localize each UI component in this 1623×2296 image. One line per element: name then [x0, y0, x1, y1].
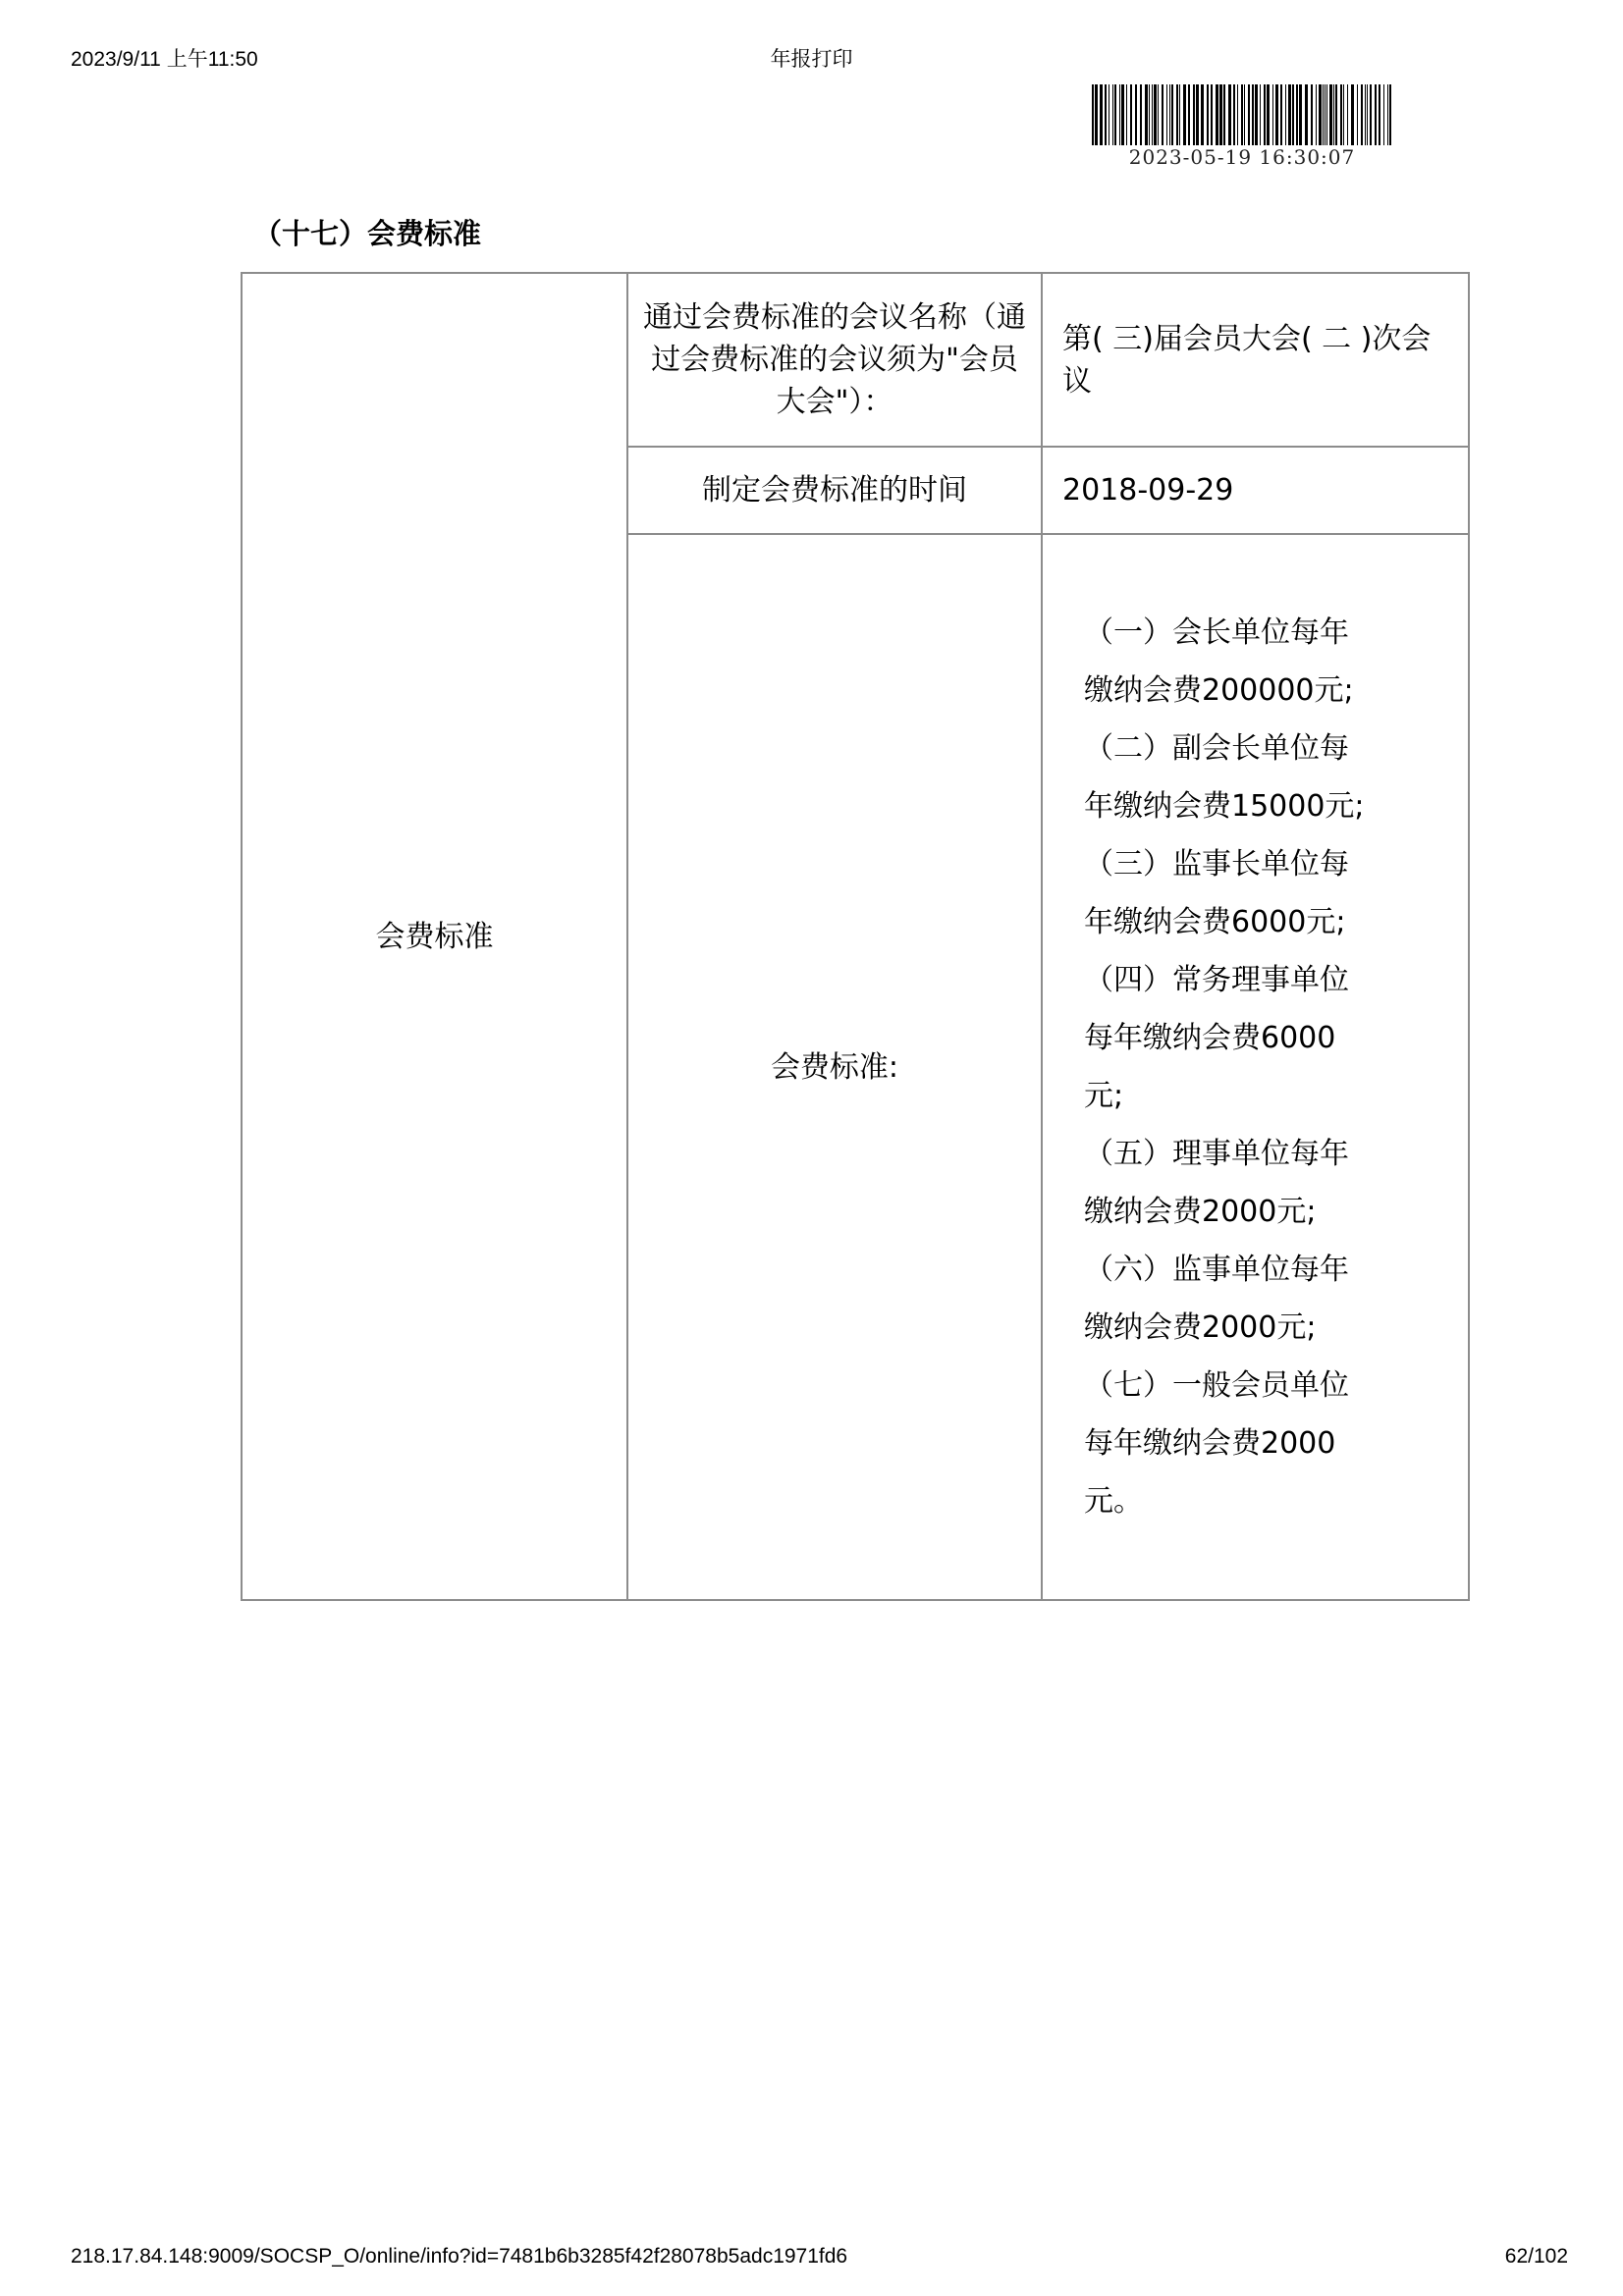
print-footer-page-number: 62/102 — [1504, 2245, 1568, 2268]
fee-item: （五）理事单位每年缴纳会费2000元; — [1084, 1137, 1349, 1229]
barcode-timestamp: 2023-05-19 16:30:07 — [1128, 145, 1356, 169]
print-header-title: 年报打印 — [770, 47, 853, 71]
section-label-cell — [242, 273, 627, 1600]
section-title: （十七）会费标准 — [253, 217, 482, 250]
meeting-name-value: 第( 三)届会员大会( 二 )次会议 — [1062, 321, 1432, 399]
meeting-name-label-cell — [627, 273, 1042, 447]
fee-standard-value-cell — [1042, 534, 1469, 1600]
meeting-name-value-cell — [1042, 273, 1469, 447]
table-row — [242, 273, 1469, 447]
fee-item: （六）监事单位每年缴纳会费2000元; — [1084, 1253, 1349, 1345]
date-label: 制定会费标准的时间 — [702, 473, 967, 507]
section-label: 会费标准 — [375, 919, 494, 954]
fee-item: （七）一般会员单位每年缴纳会费2000元。 — [1084, 1368, 1349, 1519]
fee-item: （四）常务理事单位每年缴纳会费6000元; — [1084, 963, 1349, 1113]
print-header-datetime: 2023/9/11 上午11:50 — [71, 48, 258, 71]
fee-standard-label-cell — [627, 534, 1042, 1600]
date-value: 2018-09-29 — [1062, 473, 1234, 507]
date-label-cell — [627, 447, 1042, 534]
fee-standard-label: 会费标准: — [770, 1049, 899, 1085]
barcode-image — [1092, 84, 1392, 145]
fee-item: （二）副会长单位每年缴纳会费15000元; — [1084, 731, 1365, 824]
fee-item: （三）监事长单位每年缴纳会费6000元; — [1084, 847, 1349, 939]
meeting-name-label: 通过会费标准的会议名称（通过会费标准的会议须为"会员大会"）： — [643, 300, 1026, 419]
fee-standard-table — [241, 272, 1470, 1601]
print-footer-url: 218.17.84.148:9009/SOCSP_O/online/info?id=7481b6b3285f42f28078b5adc1971fd6 — [71, 2245, 848, 2268]
date-value-cell — [1042, 447, 1469, 534]
fee-item: （一）会长单位每年缴纳会费200000元; — [1084, 615, 1354, 708]
